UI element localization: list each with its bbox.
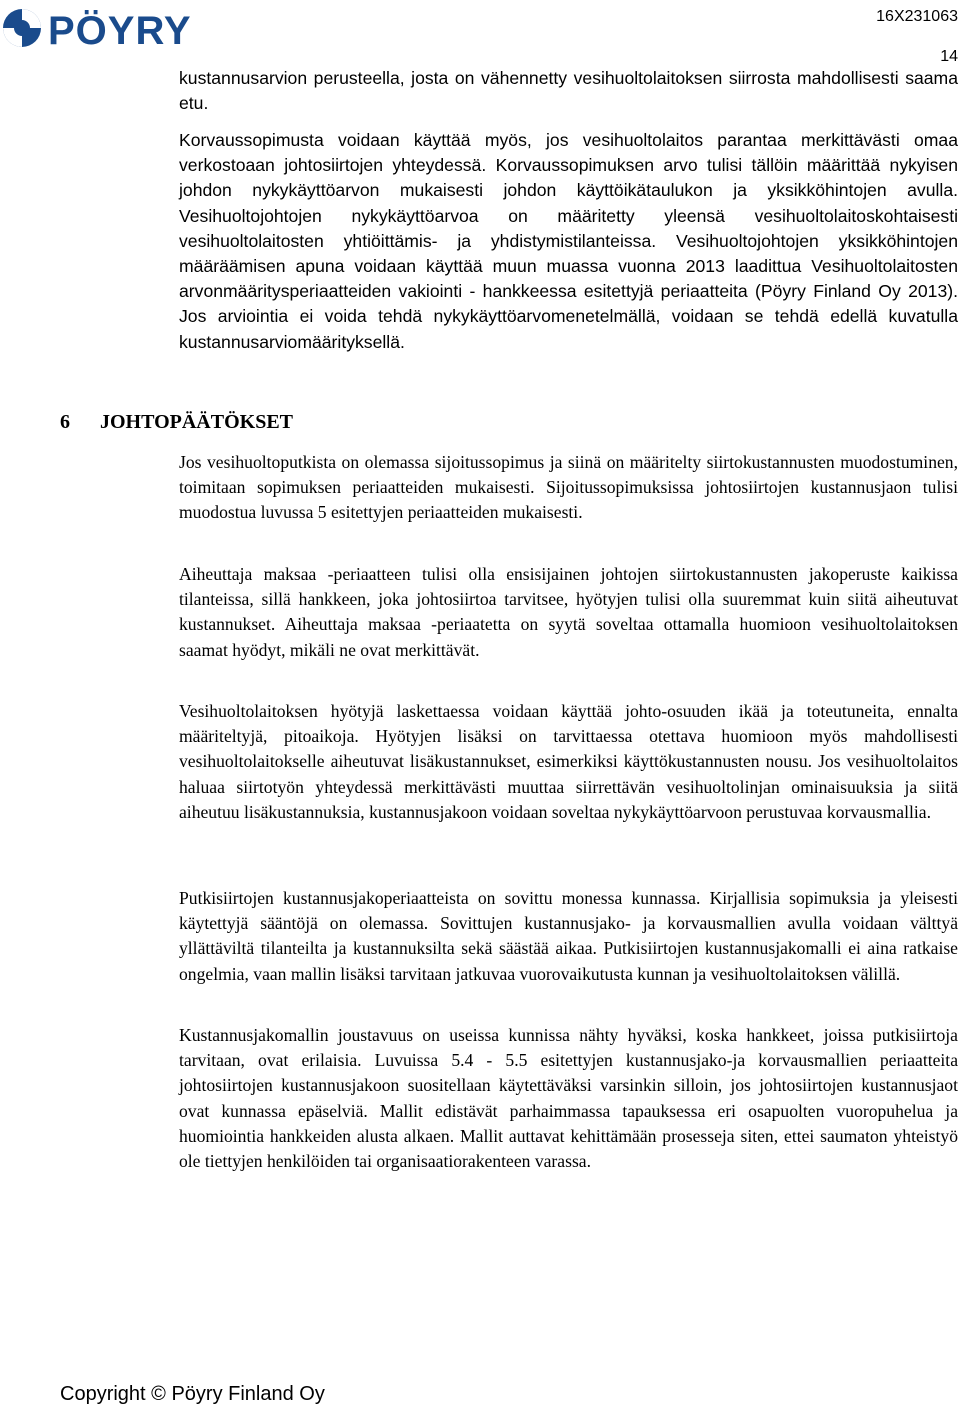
section-number: 6 — [60, 411, 70, 433]
footer-copyright: Copyright © Pöyry Finland Oy — [60, 1383, 325, 1405]
paragraph-aiheuttaja-maksaa: Aiheuttaja maksaa -periaatteen tulisi olla ensisijainen johtojen siirtokustannusten jakoperuste kaikissa tilanteissa, sillä hankkeen, joka johtosiirtoa tarvitsee, hyötyjen tulisi olla suuremmat kuin siitä aiheutuvat kustannukset. Aiheuttaja maksaa -periaatetta on syytä soveltaa ottamalla huomioon vesihuoltolaitoksen saamat hyödyt, mikäli ne ovat merkittävät. — [179, 564, 958, 660]
document-id: 16X231063 — [876, 8, 958, 25]
paragraph-putkisiirrot: Putkisiirtojen kustannusjakoperiaatteista on sovittu monessa kunnassa. Kirjallisia sopimuksia ja yleisesti käytettyjä sääntöjä on olemassa. Sovittujen kustannusjako- ja korvausmallien avulla voidaan välttyä yllättäviltä tilanteilta ja kustannuksilta sekä säästää aikaa. Putkisiirtojen kustannusjakomalli ei aina ratkaise ongelmia, vaan mallin lisäksi tarvitaan jatkuvaa vuorovaikutusta kunnan ja vesihuoltolaitoksen välillä. — [179, 888, 958, 984]
section-heading — [60, 411, 293, 434]
paragraph-sijoitussopimus: Jos vesihuoltoputkista on olemassa sijoitussopimus ja siinä on määritelty siirtokustannusten muodostuminen, toimitaan sopimuksen periaatteiden mukaisesti. Sijoitussopimuksissa johtosiirtojen kustannusjaon tulisi muodostua luvussa 5 esitettyjen periaatteiden mukaisesti. — [179, 452, 958, 523]
paragraph-joustavuus: Kustannusjakomallin joustavuus on useissa kunnissa nähty hyväksi, koska hankkeet, joissa putkisiirtoja tarvitaan, ovat erilaisia. Luvuissa 5.4 - 5.5 esitettyjen kustannusjako-ja korvausmallien periaatteita johtosiirtojen kustannusjakoon suositellaan käytettäväksi varsinkin silloin, jos johtosiirtojen kustannusjaot ovat kunnassa epäselviä. Mallit edistävät parhaimmassa tapauksessa eri osapuolten vuoropuhelua ja huomiointia hankkeiden alusta alkaen. Mallit auttavat kehittämään prosesseja siten, ettei saumaton yhteistyö ole tiettyjen henkilöiden tai organisaatiorakenteen varassa. — [179, 1025, 958, 1172]
poyry-emblem-icon — [3, 9, 41, 47]
paragraph-hyodyt: Vesihuoltolaitoksen hyötyjä laskettaessa voidaan käyttää johto-osuuden ikää ja toteutuneita, ennalta määriteltyjä, pitoaikoja. Hyötyjen lisäksi on tarvittaessa otettava huomioon myös mahdollisesti vesihuoltolaitokselle aiheutuvat lisäkustannukset, esimerkiksi käyttökustannusten nousu. Jos vesihuoltolaitos haluaa siirtotyön yhteydessä merkittävästi muuttaa siirrettävän vesihuoltolinjan ominaisuuksia ja siitä aiheutuu lisäkustannuksia, kustannusjakoon voidaan soveltaa nykykäyttöarvoon perustuvaa korvausmallia. — [179, 701, 958, 822]
poyry-logo — [0, 4, 245, 52]
page-number: 14 — [940, 48, 958, 65]
section-title: JOHTOPÄÄTÖKSET — [100, 411, 294, 433]
paragraph-korvaussopimus: Korvaussopimusta voidaan käyttää myös, jos vesihuoltolaitos parantaa merkittävästi omaa verkostoaan johtosiirtojen yhteydessä. Korvaussopimuksen arvo tulisi tällöin määrittää nykyisen johdon nykykäyttöarvon mukaisesti johdon käyttöikätaulukon ja yksikköhintojen avulla. Vesihuoltojohtojen nykykäyttöarvoa on määritetty yleensä vesihuoltolaitoskohtaisesti vesihuoltolaitosten yhtiöittämis- ja yhdistymistilanteissa. Vesihuoltojohtojen yksikköhintojen määräämisen apuna voidaan käyttää muun muassa vuonna 2013 laadittua Vesihuoltolaitosten arvonmääritysperiaatteiden vakiointi - hankkeessa esitettyjä periaatteita (Pöyry Finland Oy 2013). Jos arviointia ei voida tehdä nykykäyttöarvomenetelmällä, voidaan se tehdä edellä kuvatulla kustannusarviomäärityksellä. — [179, 130, 958, 352]
paragraph-continued: kustannusarvion perusteella, josta on vähennetty vesihuoltolaitoksen siirrosta mahdollisesti saama etu. — [179, 68, 958, 114]
logo-text: PÖYRY — [48, 9, 192, 52]
